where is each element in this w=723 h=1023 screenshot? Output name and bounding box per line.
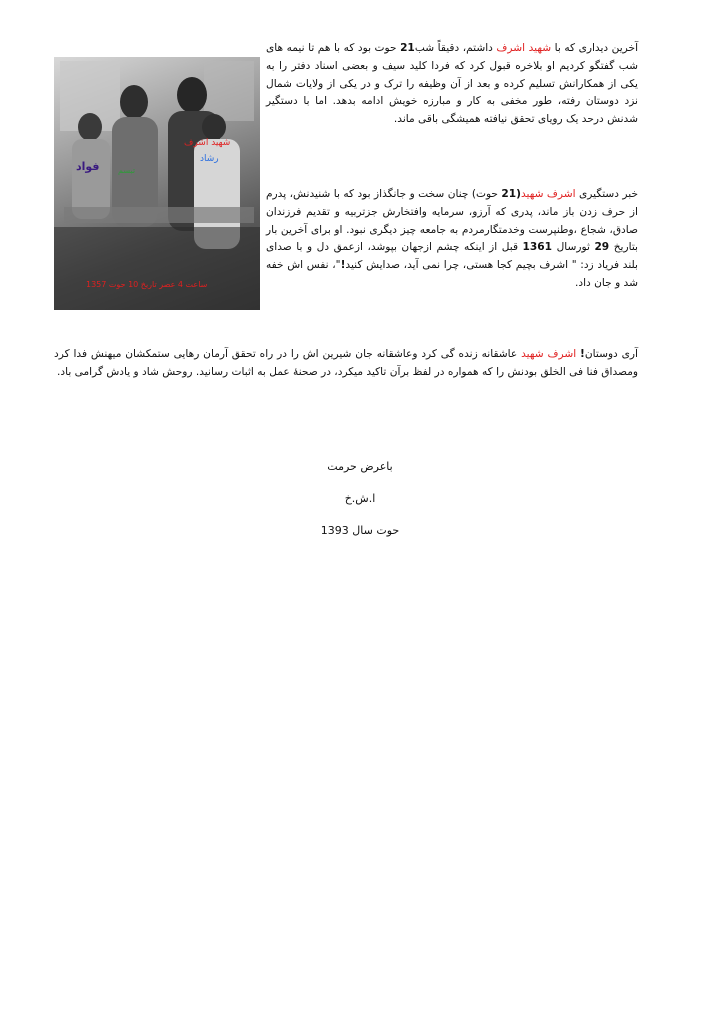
signature-date: حوت سال 1393	[320, 524, 400, 537]
signature-initials: ا.ش.خ	[344, 492, 376, 505]
p1-bold-number: 21	[400, 42, 415, 54]
signature-greeting: باعرض حرمت	[327, 460, 393, 473]
p2-bold-number: (21	[501, 188, 521, 200]
p2-text-e: "، نفس اش خفه شد و جان داد.	[266, 259, 638, 289]
caption-green: تبسم	[118, 166, 136, 175]
p3-text-b: عاشقانه زنده گی کرد وعاشقانه جان شیرین اش را در راه تحقق آرمان رهایی ستمکشان میهنش فدا کرد ومصداق فنا فی الخلق بودنش را که همواره در لفظ برآن تاکید میکرد، در صحنهٔ عمل به اثبات رسانید. روحش شاد و یادش گرامی باد.	[54, 348, 638, 378]
p2-bold-day: 29	[594, 241, 610, 254]
p3-highlight-name: اشرف شهید	[521, 348, 581, 360]
paragraph-1	[266, 40, 638, 129]
p2-bold-year: 1361	[522, 241, 553, 254]
p2-bold-exclaim: !	[340, 259, 346, 272]
p3-bold-exclaim: !	[580, 348, 585, 360]
p2-text-b: حوت) چنان سخت و جانگذاز بود که با شنیدنش، پدرم از حرف زدن باز ماند، پدری که آرزو، سرمایه وافتخارش جزتربیه و تقدیم فرزندان صادق، شجاع ،وطنپرست وخدمتگارمردم به جامعه چیز دیگری نبود. او برای آخرین بار بتاریخ	[266, 188, 638, 254]
p1-highlight-name: شهید اشرف	[496, 42, 552, 54]
p2-text-d: قبل از اینکه چشم ازجهان بپوشد، ازعمق دل و با صدای بلند فریاد زد: " اشرف بچیم کجا هستی، چرا نمی آید، صدایش کنید	[266, 241, 638, 272]
caption-date: ساعت 4 عصر تاریخ 10 حوت 1357	[86, 280, 208, 289]
caption-reshad: رشاد	[200, 154, 219, 164]
paragraph-3	[54, 346, 638, 382]
p1-text-a: آخرین دیداری که با	[551, 42, 639, 54]
caption-fuad: فواد	[76, 160, 100, 173]
family-photo	[54, 57, 260, 310]
p2-text-c: ثورسال	[552, 241, 595, 254]
p1-text-b: داشتم، دقیقاً شب	[414, 42, 497, 54]
p3-text-a: آری دوستان	[584, 348, 638, 360]
p2-highlight-name: اشرف شهید	[521, 188, 576, 200]
p2-text-a: خبر دستگیری	[575, 188, 638, 200]
p1-text-c: حوت بود که با هم تا نیمه های شب گفتگو کردیم او بلاخره قبول کرد که فردا کلید سیف و بعضی اسناد دفتر را به یکی از همکارانش تسلیم کرده و بعد از آن وظیفه را ترک و در یکی از ولایات شمال نزد دوستان رفته، طور مخفی به کار و مبارزه خویش ادامه بدهد. اما با دستگیر شدنش درحد یک رویای تحقق نیافته همیشگی باقی ماند.	[266, 42, 638, 126]
paragraph-2	[266, 186, 638, 293]
photo-figures	[54, 57, 260, 310]
caption-ashraf: شهید اشرف	[184, 138, 231, 148]
